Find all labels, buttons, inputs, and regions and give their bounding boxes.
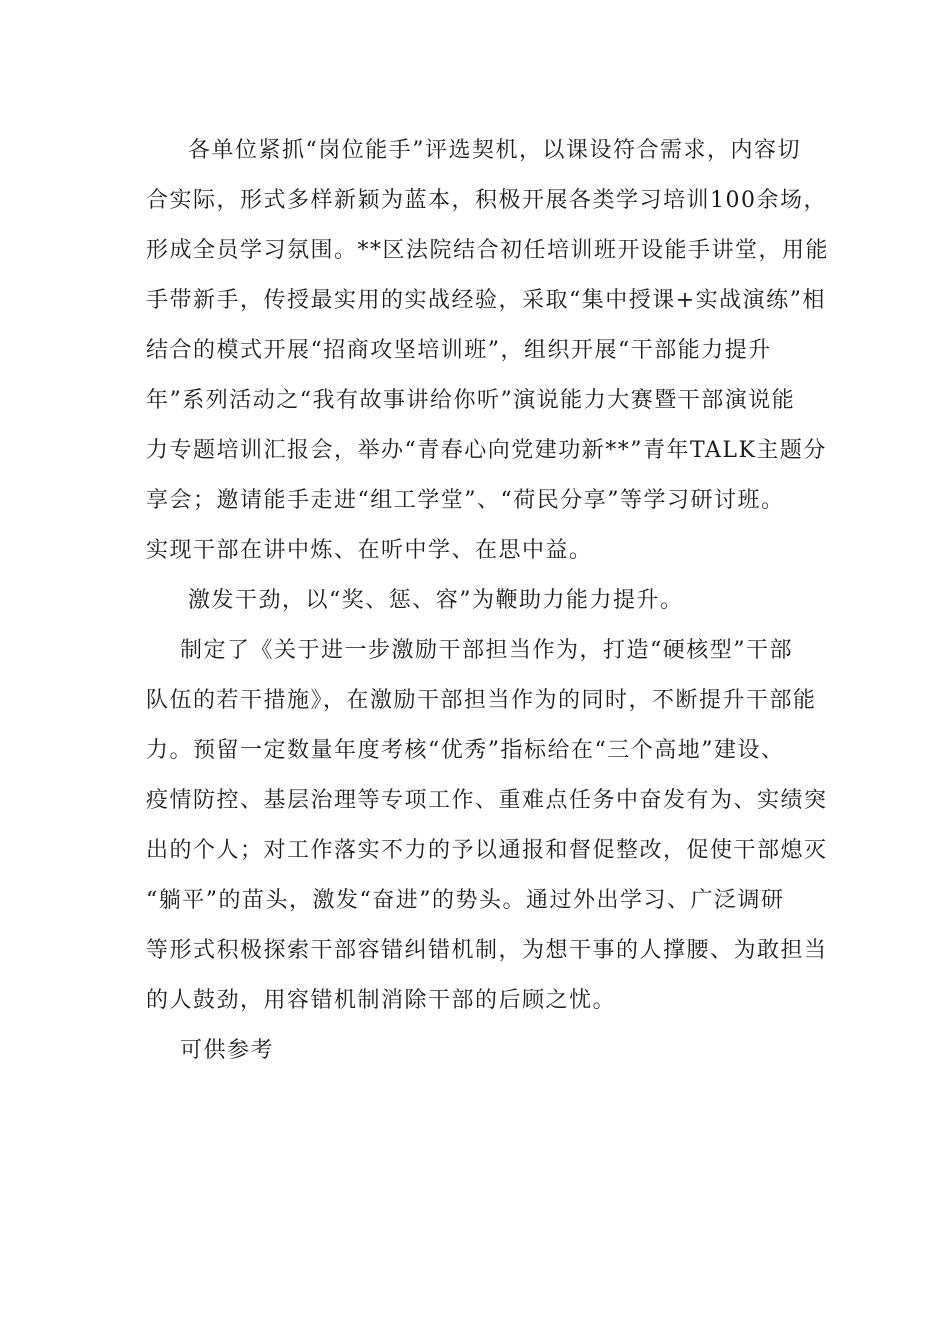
paragraph-2-line-5: 出的个人；对工作落实不力的予以通报和督促整改，促使干部熄灭 [146, 838, 828, 863]
paragraph-1-line-9: 实现干部在讲中炼、在听中学、在思中益。 [146, 538, 593, 563]
closing-note: 可供参考 [180, 1038, 275, 1063]
paragraph-1-line-3: 形成全员学习氛围。**区法院结合初任培训班开设能手讲堂，用能 [146, 238, 830, 263]
paragraph-2-line-1: 制定了《关于进一步激励干部担当作为，打造“硬核型”干部 [180, 638, 793, 663]
paragraph-1-line-6: 年”系列活动之“我有故事讲给你听”演说能力大赛暨干部演说能 [146, 388, 796, 413]
paragraph-1-line-7: 力专题培训汇报会，举办“青春心向党建功新**”青年TALK主题分 [146, 438, 827, 463]
section-heading: 激发干劲，以“奖、惩、容”为鞭助力能力提升。 [188, 588, 684, 613]
paragraph-1-line-4: 手带新手，传授最实用的实战经验，采取“集中授课+实战演练”相 [146, 288, 826, 313]
paragraph-1-line-8: 享会；邀请能手走进“组工学堂”、“荷民分享”等学习研讨班。 [146, 488, 785, 513]
paragraph-1-line-2: 合实际，形式多样新颖为蓝本，积极开展各类学习培训100余场， [146, 188, 827, 213]
paragraph-2-line-4: 疫情防控、基层治理等专项工作、重难点任务中奋发有为、实绩突 [146, 788, 828, 813]
paragraph-1-line-5: 结合的模式开展“招商攻坚培训班”，组织开展“干部能力提升 [146, 338, 772, 363]
paragraph-2-line-7: 等形式积极探索干部容错纠错机制，为想干事的人撑腰、为敢担当 [146, 938, 828, 963]
paragraph-2-line-6: “躺平”的苗头，激发“奋进”的势头。通过外出学习、广泛调研 [146, 888, 785, 913]
paragraph-2-line-8: 的人鼓劲，用容错机制消除干部的后顾之忧。 [146, 988, 617, 1013]
paragraph-1-line-1: 各单位紧抓“岗位能手”评选契机，以课设符合需求，内容切 [188, 138, 801, 163]
paragraph-2-line-3: 力。预留一定数量年度考核“优秀”指标给在“三个高地”建设、 [146, 738, 785, 763]
paragraph-2-line-2: 队伍的若干措施》，在激励干部担当作为的同时，不断提升干部能 [146, 688, 817, 713]
